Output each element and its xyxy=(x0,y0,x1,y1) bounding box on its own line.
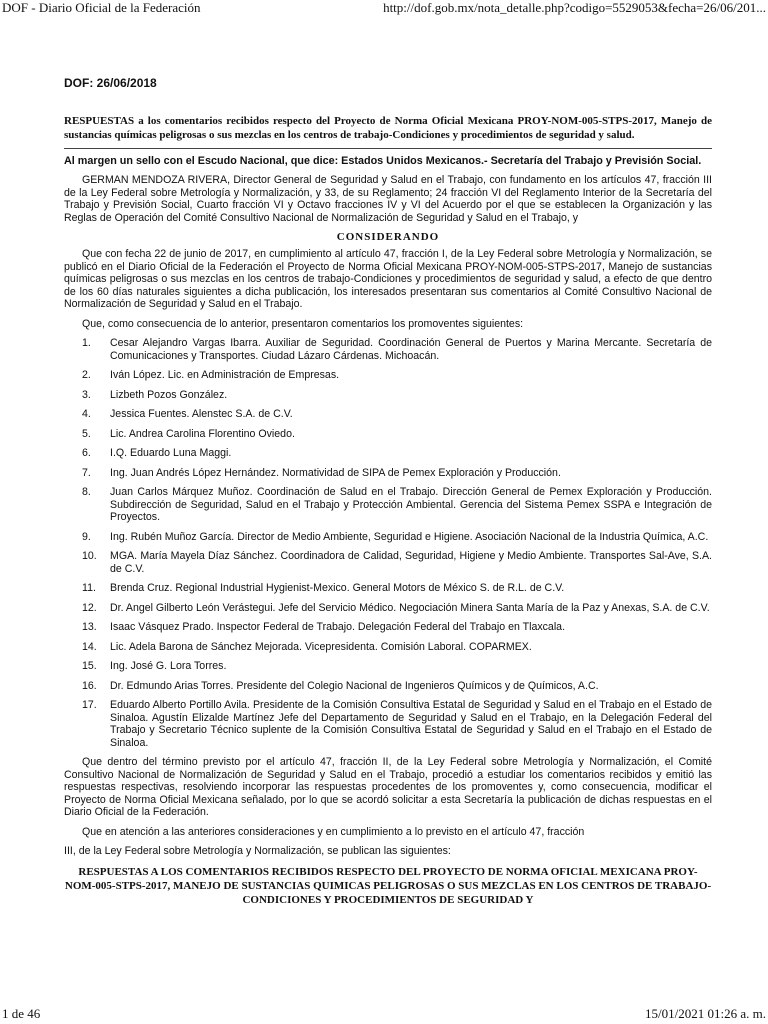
list-item-text: Iván López. Lic. en Administración de Empresas. xyxy=(110,369,340,381)
list-item-number: 3. xyxy=(82,388,91,401)
list-item-number: 10. xyxy=(82,550,97,562)
list-item xyxy=(64,531,712,544)
list-item xyxy=(64,699,712,749)
list-item-number: 7. xyxy=(82,466,91,479)
print-header-url: http://dof.gob.mx/nota_detalle.php?codigo=5529053&fecha=26/06/201... xyxy=(383,0,766,15)
paragraph-study: Que dentro del término previsto por el artículo 47, fracción II, de la Ley Federal sobre Metrología y Normalización, el Comité Consultivo Nacional de Normalización de Seguridad y Salud en el Trabajo, procedió a estudiar los comentarios recibidos y emitió las respuestas respectivas, resolviendo incorporar las respuestas procedentes de los promoventes y, como consecuencia, modificar el Proyecto de Norma Oficial Mexicana señalado, por lo que se acordó solicitar a esta Secretaría la publicación de dichas respuestas en el Diario Oficial de la Federación. xyxy=(64,756,712,818)
margin-note: Al margen un sello con el Escudo Nacional, que dice: Estados Unidos Mexicanos.- Secretaría del Trabajo y Previsión Social. xyxy=(64,155,702,167)
page-number: 1 de 46 xyxy=(2,1006,41,1021)
list-item xyxy=(64,680,712,693)
list-item-text: Lic. Andrea Carolina Florentino Oviedo. xyxy=(110,427,295,440)
promoventes-list xyxy=(64,337,712,749)
print-header xyxy=(0,0,768,18)
list-item-text: Lizbeth Pozos González. xyxy=(110,388,228,401)
list-item-number: 16. xyxy=(82,679,97,692)
list-item xyxy=(64,602,712,615)
list-item-text: Lic. Adela Barona de Sánchez Mejorada. Vicepresidenta. Comisión Laboral. COPARMEX. xyxy=(110,640,532,653)
list-item-number: 9. xyxy=(82,530,91,543)
print-footer xyxy=(0,1006,768,1024)
list-item-number: 6. xyxy=(82,447,91,459)
list-item-text: MGA. María Mayela Díaz Sánchez. Coordinadora de Calidad, Seguridad, Higiene y Medio Ambiente. Transportes Sal-Ave, S.A. de C.V. xyxy=(110,550,712,575)
list-item xyxy=(64,550,712,575)
list-item xyxy=(64,621,712,634)
list-item-text: Brenda Cruz. Regional Industrial Hygienist-Mexico. General Motors de México S. de R.L. de C.V. xyxy=(110,582,565,594)
list-item-number: 15. xyxy=(82,660,97,672)
list-item-number: 14. xyxy=(82,640,97,653)
list-item-number: 11. xyxy=(82,582,96,594)
list-item xyxy=(64,486,712,524)
list-item xyxy=(64,582,712,595)
list-item-number: 17. xyxy=(82,699,97,711)
list-item-number: 1. xyxy=(82,337,91,349)
paragraph-publish: III, de la Ley Federal sobre Metrología y Normalización, se publican las siguientes: xyxy=(64,845,451,857)
list-item-number: 8. xyxy=(82,486,91,498)
list-item-text: Dr. Angel Gilberto León Verástegui. Jefe del Servicio Médico. Negociación Minera Santa María de la Paz y Anexas, S.A. de C.V. xyxy=(110,601,710,614)
print-header-title: DOF - Diario Oficial de la Federación xyxy=(2,0,201,15)
paragraph-attention: Que en atención a las anteriores consideraciones y en cumplimiento a lo previsto en el artículo 47, fracción xyxy=(82,825,585,838)
list-item-text: Jessica Fuentes. Alenstec S.A. de C.V. xyxy=(110,408,293,420)
list-item-number: 2. xyxy=(82,369,91,381)
list-item-number: 5. xyxy=(82,427,91,440)
document-title: RESPUESTAS a los comentarios recibidos respecto del Proyecto de Norma Oficial Mexicana PROY-NOM-005-STPS-2017, Manejo de sustancias químicas peligrosas o sus mezclas en los centros de trabajo-Condiciones y procedimientos de seguridad y salud. xyxy=(64,115,712,141)
list-item xyxy=(64,467,712,480)
list-item-number: 12. xyxy=(82,601,97,614)
title-divider xyxy=(64,148,712,149)
list-item xyxy=(64,369,712,382)
list-item-number: 13. xyxy=(82,621,97,633)
list-item xyxy=(64,389,712,402)
list-item-number: 4. xyxy=(82,408,91,420)
list-item xyxy=(64,447,712,460)
responses-title: RESPUESTAS A LOS COMENTARIOS RECIBIDOS RESPECTO DEL PROYECTO DE NORMA OFICIAL MEXICANA PROY-NOM-005-STPS-2017, MANEJO DE SUSTANCIAS QUIMICAS PELIGROSAS O SUS MEZCLAS EN LOS CENTROS DE TRABAJO-CONDICIONES Y PROCEDIMIENTOS DE SEGURIDAD Y xyxy=(64,865,712,906)
paragraph-promoventes-intro: Que, como consecuencia de lo anterior, presentaron comentarios los promoventes siguientes: xyxy=(82,317,524,330)
list-item-text: Ing. Rubén Muñoz García. Director de Medio Ambiente, Seguridad e Higiene. Asociación Nacional de la Industria Química, A.C. xyxy=(110,530,709,543)
list-item xyxy=(64,408,712,421)
list-item-text: I.Q. Eduardo Luna Maggi. xyxy=(110,447,232,459)
paragraph-publication: Que con fecha 22 de junio de 2017, en cumplimiento al artículo 47, fracción I, de la Ley Federal sobre Metrología y Normalización, se publicó en el Diario Oficial de la Federación el Proyecto de Norma Oficial Mexicana PROY-NOM-005-STPS-2017, Manejo de sustancias químicas peligrosas o sus mezclas en los centros de trabajo-Condiciones y procedimientos de seguridad y salud, a efecto de que dentro de los 60 días naturales siguientes a dicha publicación, los interesados presentaran sus comentarios al Comité Consultivo Nacional de Normalización de Seguridad y Salud en el Trabajo. xyxy=(64,248,712,310)
print-datetime: 15/01/2021 01:26 a. m. xyxy=(645,1006,766,1021)
list-item-text: Ing. Juan Andrés López Hernández. Normatividad de SIPA de Pemex Exploración y Producción. xyxy=(110,466,561,479)
intro-paragraph: GERMAN MENDOZA RIVERA, Director General de Seguridad y Salud en el Trabajo, con fundamento en los artículos 47, fracción III de la Ley Federal sobre Metrología y Normalización, y 33, de su Reglamento; 24 fracción VI del Reglamento Interior de la Secretaría del Trabajo y Previsión Social, Cuarto fracción VI y Octavo fracciones IV y VI del Acuerdo por el que se establecen la Organización y las Reglas de Operación del Comité Consultivo Nacional de Normalización de Seguridad y Salud en el Trabajo, y xyxy=(64,174,712,224)
list-item-text: Juan Carlos Márquez Muñoz. Coordinación de Salud en el Trabajo. Dirección General de Pemex Exploración y Producción. Subdirección de Seguridad, Salud en el Trabajo y Protección Ambiental. Gerencia del Sistema Pemex SSPA e Integración de Proyectos. xyxy=(110,486,712,523)
list-item xyxy=(64,428,712,441)
list-item xyxy=(64,660,712,673)
list-item-text: Eduardo Alberto Portillo Avila. Presidente de la Comisión Consultiva Estatal de Seguridad y Salud en el Trabajo en el Estado de Sinaloa. Agustín Elizalde Martínez Jefe del Departamento de Seguridad y Salud en el Trabajo, en la Delegación Federal del Trabajo y Secretario Técnico suplente de la Comisión Consultiva Estatal de Seguridad y Salud en el Trabajo en el Estado de Sinaloa. xyxy=(110,699,712,749)
list-item-text: Isaac Vásquez Prado. Inspector Federal de Trabajo. Delegación Federal del Trabajo en Tlaxcala. xyxy=(110,621,566,633)
list-item-text: Ing. José G. Lora Torres. xyxy=(110,660,227,672)
list-item xyxy=(64,641,712,654)
list-item xyxy=(64,337,712,362)
dof-date: DOF: 26/06/2018 xyxy=(64,76,157,90)
considerando-heading: CONSIDERANDO xyxy=(336,231,440,243)
list-item-text: Dr. Edmundo Arias Torres. Presidente del Colegio Nacional de Ingenieros Químicos y de Químicos, A.C. xyxy=(110,679,599,692)
document-body xyxy=(64,76,712,907)
list-item-text: Cesar Alejandro Vargas Ibarra. Auxiliar de Seguridad. Coordinación General de Puertos y Marina Mercante. Secretaría de Comunicaciones y Transportes. Ciudad Lázaro Cárdenas. Michoacán. xyxy=(110,337,712,362)
